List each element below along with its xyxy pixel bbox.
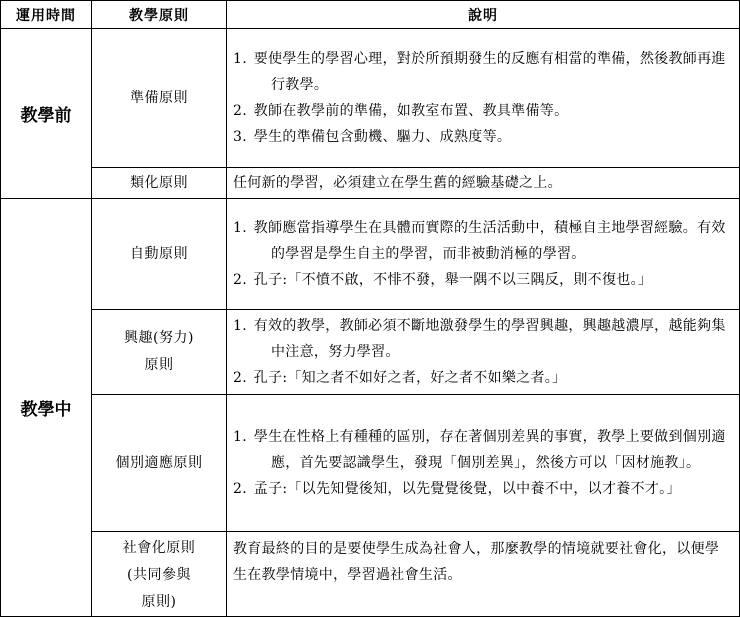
principle-interest: 興趣(努力) 原則 (92, 310, 227, 395)
description-interest (227, 310, 740, 395)
list-item: 1. 要使學生的學習心理，對於所預期發生的反應有相當的準備，然後教師再進行教學。 (233, 51, 726, 93)
description-individual (227, 395, 740, 532)
header-description: 說明 (227, 1, 740, 29)
description-self-activity (227, 199, 740, 310)
description-generalization: 任何新的學習，必須建立在學生舊的經驗基礎之上。 (227, 168, 740, 199)
principle-generalization: 類化原則 (92, 168, 227, 199)
list-item: 1. 有效的教學，教師必須不斷地激發學生的學習興趣，興趣越濃厚，越能夠集中注意，努力學習。 (233, 318, 726, 360)
principle-socialization: 社會化原則 (共同參與 原則) (92, 532, 227, 617)
list-item: 2. 孔子:「不憤不啟，不悱不發，舉一隅不以三隅反，則不復也。」 (233, 272, 653, 288)
table-row (1, 395, 740, 532)
phase-before: 教學前 (1, 29, 92, 199)
principle-individual: 個別適應原則 (92, 395, 227, 532)
table-row (1, 310, 740, 395)
list-item: 2. 教師在教學前的準備，如教室布置、教具準備等。 (233, 103, 569, 119)
table-row (1, 532, 740, 617)
list-item: 1. 教師應當指導學生在具體而實際的生活活動中，積極自主地學習經驗。有效的學習是學生自主的學習，而非被動消極的學習。 (233, 220, 726, 262)
header-row (1, 1, 740, 29)
principle-preparation: 準備原則 (92, 29, 227, 168)
phase-during: 教學中 (1, 199, 92, 617)
description-socialization: 教育最終的目的是要使學生成為社會人，那麼教學的情境就要社會化，以便學生在教學情境中，學習過社會生活。 (227, 532, 740, 617)
table-row (1, 29, 740, 168)
list-item: 1. 學生在性格上有種種的區別，存在著個別差異的事實，教學上要做到個別適應，首先要認識學生，發現「個別差異」，然後方可以「因材施教」。 (233, 429, 726, 471)
description-preparation (227, 29, 740, 168)
list-item: 3. 學生的準備包含動機、驅力、成熟度等。 (233, 129, 512, 145)
table-row (1, 168, 740, 199)
principle-self-activity: 自動原則 (92, 199, 227, 310)
header-time: 運用時間 (1, 1, 92, 29)
table-row (1, 199, 740, 310)
list-item: 2. 孟子:「以先知覺後知，以先覺覺後覺，以中養不中，以才養不才。」 (233, 481, 681, 497)
list-item: 2. 孔子:「知之者不如好之者，好之者不如樂之者。」 (233, 370, 567, 386)
header-principle: 教學原則 (92, 1, 227, 29)
